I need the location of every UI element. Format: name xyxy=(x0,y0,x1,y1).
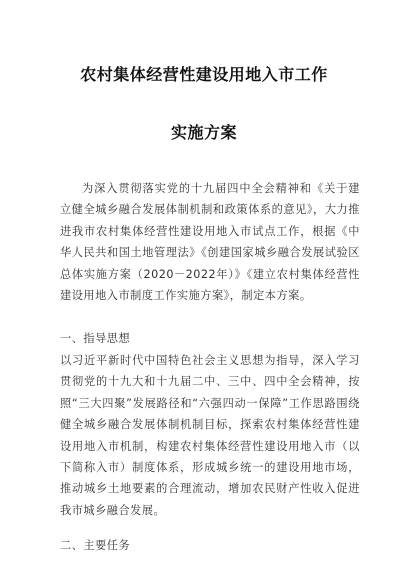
guiding-ideology-paragraph: 以习近平新时代中国特色社会主义思想为指导，深入学习贯彻党的十九大和十九届二中、三中、四中全会精神，按照“三大四聚”发展路径和“六强四动一保障”工作思路围绕健全城乡融合发展体制机制目标，探索农村集体经营性建设用地入市机制，构建农村集体经营性建设用地入市（以下简称入市）制度体系，形成城乡统一的建设用地市场，推动城乡土地要素的合理流动，增加农民财产性收入促进我市城乡融合发展。 xyxy=(60,354,360,517)
document-subtitle: 实施方案 xyxy=(170,123,237,142)
intro-paragraph: 为深入贯彻落实党的十九届四中全会精神和《关于建立健全城乡融合发展体制机制和政策体系的意见》，大力推进我市农村集体经营性建设用地入市试点工作，根据《中华人民共和国土地管理法》《创建国家城乡融合发展试验区总体实施方案（2020－2022年）》《建立农村集体经营性建设用地入市制度工作实施方案》，制定本方案。 xyxy=(60,182,360,303)
section-heading-guiding-ideology: 一、指导思想 xyxy=(60,332,131,345)
section-heading-main-tasks: 二、主要任务 xyxy=(60,539,131,552)
document-title: 农村集体经营性建设用地入市工作 xyxy=(80,65,328,84)
